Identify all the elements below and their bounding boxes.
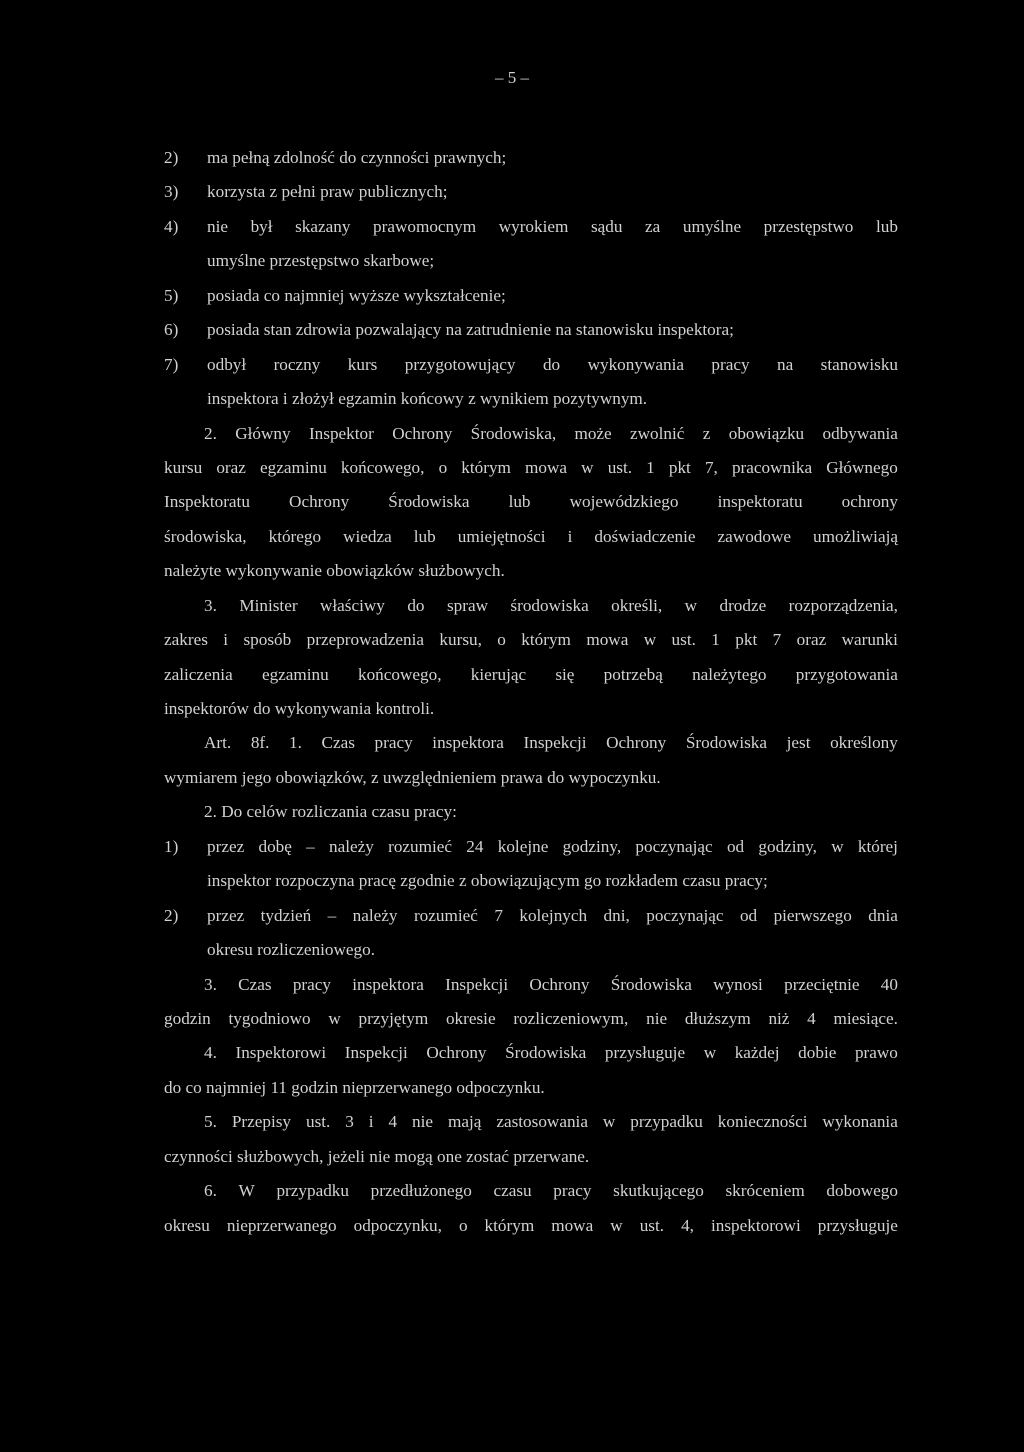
word: pracownika	[731, 457, 813, 477]
word: poczynając	[635, 836, 713, 856]
word: zaliczenia	[164, 664, 233, 684]
text-line	[164, 1209, 898, 1243]
word: lub	[875, 216, 898, 236]
word: w	[703, 1043, 717, 1063]
word: pracy	[711, 354, 750, 374]
word: 4	[388, 1112, 398, 1132]
word: umyślne	[682, 216, 742, 236]
word: przysługuje	[817, 1215, 898, 1235]
word: skróceniem	[725, 1181, 805, 1201]
line-text	[207, 899, 898, 933]
line-text: umyślne przestępstwo skarbowe;	[207, 251, 435, 271]
text-line	[164, 348, 898, 382]
word: inspektoratu	[717, 492, 803, 512]
word: Inspekcji	[523, 733, 587, 753]
list-number: 7)	[164, 354, 179, 374]
word: do	[542, 354, 561, 374]
line-text: korzysta z pełni praw publicznych;	[207, 182, 448, 202]
line-text	[204, 417, 898, 451]
word: 6.	[204, 1181, 217, 1201]
word: pierwszego	[773, 905, 852, 925]
word: odbył	[207, 354, 247, 374]
list-number: 3)	[164, 182, 179, 202]
word: 4.	[204, 1043, 217, 1063]
word: w	[831, 836, 844, 856]
word: nieprzerwanego	[226, 1215, 337, 1235]
word: Czas	[321, 733, 355, 753]
word: wykonywania	[587, 354, 684, 374]
line-text: okresu rozliczeniowego.	[207, 940, 375, 960]
word: od	[726, 836, 745, 856]
word: może	[574, 423, 612, 443]
text-line	[164, 382, 898, 416]
text-line	[164, 417, 898, 451]
word: przygotowujący	[404, 354, 516, 374]
word: ust.	[607, 457, 633, 477]
word: mowa	[525, 457, 568, 477]
word: przysługuje	[604, 1043, 686, 1063]
text-line	[164, 899, 898, 933]
word: o	[497, 630, 506, 650]
word: 8f.	[250, 733, 270, 753]
word: którym	[484, 1215, 535, 1235]
line-text	[164, 1002, 898, 1036]
list-number: 6)	[164, 320, 179, 340]
word: Minister	[239, 595, 298, 615]
word: egzaminu	[261, 664, 329, 684]
text-line	[164, 726, 898, 760]
document-body	[164, 141, 898, 1243]
word: w	[581, 457, 594, 477]
word: Art.	[204, 733, 232, 753]
word: od	[739, 905, 758, 925]
word: za	[645, 216, 661, 236]
text-line	[164, 589, 898, 623]
word: wynosi	[713, 974, 763, 994]
text-line	[164, 451, 898, 485]
word: godziny,	[758, 836, 817, 856]
word: i	[223, 630, 229, 650]
word: i	[567, 526, 573, 546]
text-line	[164, 795, 898, 829]
text-line	[164, 141, 898, 175]
word: pracy	[292, 974, 331, 994]
list-number: 4)	[164, 216, 179, 236]
word: przyjętym	[358, 1008, 429, 1028]
text-line	[164, 1071, 898, 1105]
list-number: 1)	[164, 836, 179, 856]
line-text	[204, 1036, 898, 1070]
word: w	[328, 1008, 341, 1028]
word: 7	[494, 905, 503, 925]
word: określi,	[611, 595, 663, 615]
word: każdej	[734, 1043, 780, 1063]
word: kursu,	[439, 630, 482, 650]
text-line	[164, 175, 898, 209]
word: inspektora	[432, 733, 504, 753]
word: należytego	[692, 664, 767, 684]
word: należy	[328, 836, 374, 856]
word: nie	[207, 216, 228, 236]
word: którym	[461, 457, 511, 477]
word: lub	[508, 492, 531, 512]
line-text	[204, 1105, 898, 1139]
word: przedłużonego	[370, 1181, 472, 1201]
word: nie	[412, 1112, 434, 1132]
text-line	[164, 485, 898, 519]
word: godzin	[164, 1008, 211, 1028]
text-line	[164, 864, 898, 898]
word: inspektora	[352, 974, 424, 994]
word: Główny	[235, 423, 291, 443]
word: Inspekcji	[344, 1043, 408, 1063]
word: Inspektor	[308, 423, 374, 443]
line-text: posiada co najmniej wyższe wykształcenie;	[207, 285, 506, 305]
line-text	[164, 658, 898, 692]
line-text: wymiarem jego obowiązków, z uwzględnieniem prawa do wypoczynku.	[164, 767, 661, 787]
word: pracy	[374, 733, 413, 753]
word: Głównego	[826, 457, 898, 477]
word: 40	[880, 974, 898, 994]
word: 1	[711, 630, 720, 650]
line-text	[204, 589, 898, 623]
word: kierując	[470, 664, 527, 684]
word: 4	[807, 1008, 816, 1028]
line-text	[164, 1209, 898, 1243]
word: 1.	[289, 733, 302, 753]
word: na	[777, 354, 794, 374]
word: skazany	[295, 216, 351, 236]
word: kurs	[347, 354, 378, 374]
word: umożliwiają	[813, 526, 898, 546]
text-line	[164, 933, 898, 967]
text-line	[164, 244, 898, 278]
word: wojewódzkiego	[569, 492, 679, 512]
word: Ochrony	[289, 492, 350, 512]
word: mają	[447, 1112, 482, 1132]
word: warunki	[841, 630, 898, 650]
word: rozporządzenia,	[788, 595, 898, 615]
word: rozumieć	[413, 905, 478, 925]
word: mowa	[586, 630, 629, 650]
word: przygotowania	[795, 664, 898, 684]
line-text: 2. Do celów rozliczania czasu pracy:	[204, 802, 457, 822]
word: którego	[268, 526, 322, 546]
line-text: inspektor rozpoczyna pracę zgodnie z obowiązującym go rozkładem czasu pracy;	[207, 871, 768, 891]
word: końcowego,	[340, 457, 425, 477]
word: poczynając	[646, 905, 724, 925]
word: w	[602, 1112, 616, 1132]
word: był	[250, 216, 273, 236]
text-line	[164, 692, 898, 726]
word: Czas	[238, 974, 272, 994]
text-line	[164, 1002, 898, 1036]
word: Ochrony	[529, 974, 590, 994]
line-text: należyte wykonywanie obowiązków służbowych.	[164, 561, 505, 581]
word: wyrokiem	[498, 216, 569, 236]
text-line	[164, 623, 898, 657]
word: przeciętnie	[784, 974, 860, 994]
word: o	[438, 457, 448, 477]
word: 3.	[204, 974, 217, 994]
word: Środowiska	[685, 733, 768, 753]
page-number: – 5 –	[495, 68, 529, 87]
word: 3	[345, 1112, 354, 1132]
word: końcowego,	[357, 664, 442, 684]
line-text: ma pełną zdolność do czynności prawnych;	[207, 148, 507, 167]
word: dobę	[258, 836, 292, 856]
word: pkt	[735, 630, 758, 650]
word: Środowiska	[505, 1043, 587, 1063]
word: 2.	[204, 423, 217, 443]
word: zakres	[164, 630, 208, 650]
line-text	[204, 968, 898, 1002]
word: 3.	[204, 595, 217, 615]
word: mowa	[551, 1215, 594, 1235]
word: dłuższym	[684, 1008, 751, 1028]
word: pkt	[668, 457, 691, 477]
word: egzaminu	[260, 457, 327, 477]
word: 24	[466, 836, 484, 856]
word: godziny,	[562, 836, 622, 856]
word: dobowego	[826, 1181, 898, 1201]
text-line	[164, 554, 898, 588]
word: ust.	[639, 1215, 665, 1235]
word: potrzebą	[603, 664, 663, 684]
line-text	[164, 485, 898, 519]
word: kolejne	[497, 836, 549, 856]
word: rozumieć	[388, 836, 453, 856]
text-line	[164, 830, 898, 864]
word: stanowisku	[820, 354, 898, 374]
line-text: posiada stan zdrowia pozwalający na zatrudnienie na stanowisku inspektora;	[207, 320, 734, 340]
word: Inspektorowi	[235, 1043, 327, 1063]
word: Przepisy	[231, 1112, 292, 1132]
word: określony	[830, 733, 898, 753]
word: czasu	[493, 1181, 532, 1201]
word: skutkującego	[613, 1181, 704, 1201]
text-line	[164, 279, 898, 313]
word: przez	[207, 905, 245, 925]
word: przeprowadzenia	[306, 630, 425, 650]
word: niż	[768, 1008, 790, 1028]
word: zwolnić	[630, 423, 685, 443]
word: pracy	[553, 1181, 592, 1201]
text-line	[164, 1140, 898, 1174]
word: dobie	[798, 1043, 837, 1063]
word: lub	[413, 526, 436, 546]
line-text: do co najmniej 11 godzin nieprzerwanego odpoczynku.	[164, 1077, 545, 1097]
text-line	[164, 313, 898, 347]
word: środowiska	[510, 595, 589, 615]
word: tygodniowo	[228, 1008, 311, 1028]
word: przypadku	[630, 1112, 703, 1132]
word: okresie	[445, 1008, 496, 1028]
word: 4,	[681, 1215, 694, 1235]
word: drodze	[719, 595, 767, 615]
word: wykonania	[822, 1112, 898, 1132]
word: odpoczynku,	[353, 1215, 442, 1235]
word: ochrony	[841, 492, 898, 512]
word: jest	[786, 733, 811, 753]
word: –	[306, 836, 315, 856]
word: którym	[521, 630, 571, 650]
word: kursu	[164, 457, 203, 477]
text-line	[164, 520, 898, 554]
word: przez	[207, 836, 245, 856]
list-number: 2)	[164, 148, 179, 167]
text-line	[164, 1105, 898, 1139]
line-text	[164, 623, 898, 657]
word: 7,	[704, 457, 718, 477]
word: Środowiska,	[470, 423, 557, 443]
text-line	[164, 761, 898, 795]
word: 1	[646, 457, 655, 477]
word: z	[702, 423, 711, 443]
word: miesiące.	[833, 1008, 898, 1028]
word: prawomocnym	[373, 216, 477, 236]
word: 5.	[204, 1112, 217, 1132]
word: się	[555, 664, 575, 684]
word: inspektorowi	[710, 1215, 801, 1235]
word: w	[684, 595, 698, 615]
word: umiejętności	[457, 526, 546, 546]
line-text	[207, 348, 898, 382]
word: przestępstwo	[763, 216, 854, 236]
word: obowiązku	[728, 423, 805, 443]
word: Ochrony	[392, 423, 453, 443]
word: właściwy	[319, 595, 385, 615]
word: roczny	[273, 354, 321, 374]
word: Ochrony	[606, 733, 667, 753]
word: 7	[772, 630, 782, 650]
line-text: inspektorów do wykonywania kontroli.	[164, 699, 435, 718]
word: i	[368, 1112, 374, 1132]
word: Środowiska	[388, 492, 470, 512]
word: konieczności	[717, 1112, 808, 1132]
word: Inspektoratu	[164, 492, 250, 512]
word: oraz	[796, 630, 827, 650]
word: Inspekcji	[445, 974, 509, 994]
line-text	[164, 451, 898, 485]
word: Środowiska	[610, 974, 692, 994]
word: dnia	[868, 905, 898, 925]
word: zastosowania	[496, 1112, 588, 1132]
line-text	[204, 726, 898, 760]
word: w	[610, 1215, 623, 1235]
word: w	[643, 630, 657, 650]
word: środowiska,	[164, 526, 247, 546]
line-text	[207, 210, 898, 244]
word: tydzień	[260, 905, 312, 925]
list-number: 5)	[164, 285, 179, 305]
word: do	[407, 595, 425, 615]
word: przypadku	[276, 1181, 349, 1201]
word: odbywania	[822, 423, 898, 443]
text-line	[164, 1036, 898, 1070]
text-line	[164, 210, 898, 244]
word: ust.	[305, 1112, 331, 1132]
word: nie	[646, 1008, 668, 1028]
word: kolejnych	[519, 905, 588, 925]
line-text	[207, 830, 898, 864]
word: należy	[352, 905, 398, 925]
word: W	[238, 1181, 255, 1201]
list-number: 2)	[164, 905, 179, 925]
text-line	[164, 968, 898, 1002]
word: sądu	[590, 216, 623, 236]
word: dni,	[603, 905, 630, 925]
word: oraz	[216, 457, 246, 477]
word: rozliczeniowym,	[513, 1008, 629, 1028]
word: zawodowe	[717, 526, 792, 546]
word: wiedza	[343, 526, 392, 546]
line-text	[204, 1174, 898, 1208]
word: doświadczenie	[594, 526, 696, 546]
word: okresu	[164, 1215, 210, 1235]
text-line	[164, 1174, 898, 1208]
word: sposób	[243, 630, 292, 650]
word: prawo	[854, 1043, 898, 1063]
line-text: czynności służbowych, jeżeli nie mogą one zostać przerwane.	[164, 1146, 590, 1166]
line-text	[164, 520, 898, 554]
word: ust.	[671, 630, 696, 650]
word: o	[458, 1215, 468, 1235]
line-text: inspektora i złożył egzamin końcowy z wynikiem pozytywnym.	[207, 389, 648, 409]
word: –	[327, 905, 337, 925]
word: której	[857, 836, 898, 856]
text-line	[164, 658, 898, 692]
word: Ochrony	[426, 1043, 487, 1063]
word: spraw	[446, 595, 488, 615]
